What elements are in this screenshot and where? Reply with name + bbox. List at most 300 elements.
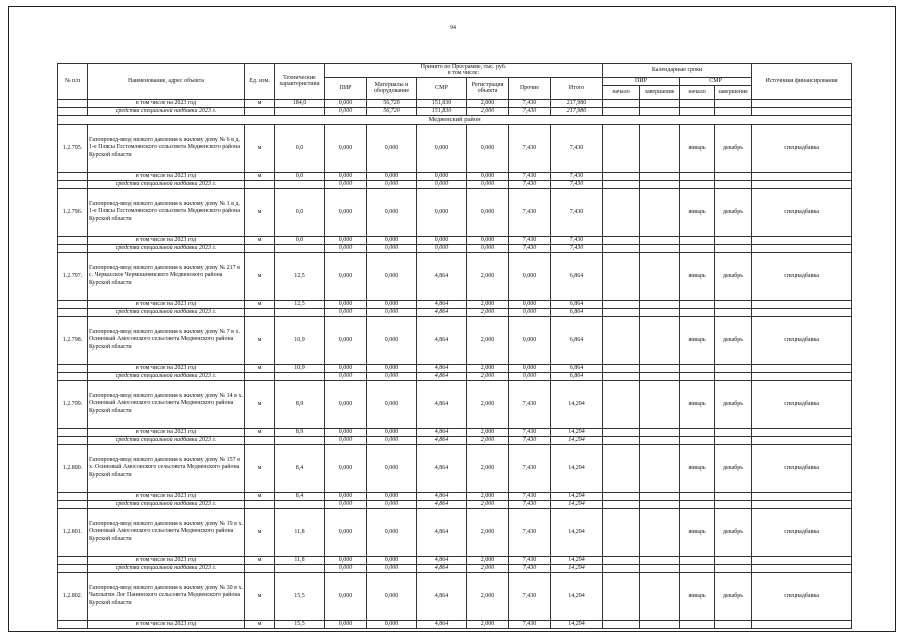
district-heading: Медвенский район (58, 115, 852, 124)
subtotal-label: в том числе на 2023 год (88, 300, 245, 308)
row-num-cell (58, 99, 88, 107)
row-num-cell (58, 107, 88, 115)
value-cell: 14,294 (551, 428, 603, 436)
value-cell: 6,864 (551, 364, 603, 372)
smr-start-cell: январь (680, 124, 715, 172)
empty-cell (603, 364, 640, 372)
value-cell: 0,000 (325, 492, 367, 500)
row-num-cell (58, 620, 88, 628)
tech-cell: 15,5 (275, 620, 325, 628)
smr-start-cell: январь (680, 508, 715, 556)
header-funding-sub: в том числе: (447, 70, 480, 77)
subtotal-row (58, 364, 852, 372)
object-tech: 8,4 (275, 444, 325, 492)
value-cell: 0,000 (325, 428, 367, 436)
value-cell: 7,430 (551, 172, 603, 180)
smr-end-cell: декабрь (715, 252, 752, 300)
value-cell: 4,864 (417, 436, 467, 444)
value-cell: 14,294 (551, 436, 603, 444)
value-cell: 7,430 (509, 380, 551, 428)
empty-cell (680, 236, 715, 244)
pir-start-cell (603, 124, 640, 172)
value-cell: 0,000 (367, 556, 417, 564)
row-num-cell (58, 564, 88, 572)
value-cell: 2,000 (467, 300, 509, 308)
value-cell: 0,000 (467, 244, 509, 252)
source-row (58, 308, 852, 316)
value-cell: 0,000 (325, 316, 367, 364)
object-tech: 10,9 (275, 316, 325, 364)
object-number: 1.2.800. (58, 444, 88, 492)
empty-cell (715, 436, 752, 444)
row-num-cell (58, 500, 88, 508)
value-cell: 14,294 (551, 492, 603, 500)
value-cell: 0,000 (325, 572, 367, 620)
object-row (58, 572, 852, 620)
value-cell: 2,000 (467, 364, 509, 372)
subtotal-row (58, 300, 852, 308)
value-cell: 0,000 (467, 172, 509, 180)
empty-cell (640, 308, 680, 316)
unit-cell: м (245, 236, 275, 244)
empty-cell (603, 492, 640, 500)
unit-cell: м (245, 172, 275, 180)
empty-cell (680, 436, 715, 444)
value-cell: 217,980 (551, 107, 603, 115)
object-name: Газопровод-ввод низкого давления к жилому дому № 30 в х. Чаплыгин Лог Панинского сельсовета Медвенского района Курской области (88, 572, 245, 620)
empty-cell (603, 236, 640, 244)
object-tech: 11,8 (275, 508, 325, 556)
value-cell: 217,980 (551, 99, 603, 107)
empty-cell (752, 172, 852, 180)
pir-end-cell (640, 124, 680, 172)
empty-cell (640, 556, 680, 564)
empty-cell (752, 244, 852, 252)
empty-cell (680, 180, 715, 188)
object-row (58, 444, 852, 492)
empty-cell (640, 172, 680, 180)
unit-cell: м (245, 99, 275, 107)
empty-cell (603, 436, 640, 444)
empty-cell (680, 564, 715, 572)
value-cell: 14,294 (551, 444, 603, 492)
value-cell: 0,000 (325, 107, 367, 115)
value-cell: 14,294 (551, 564, 603, 572)
value-cell: 4,864 (417, 508, 467, 556)
row-num-cell (58, 236, 88, 244)
empty-cell (715, 244, 752, 252)
empty-cell (680, 556, 715, 564)
source-row (58, 372, 852, 380)
value-cell: 0,000 (367, 428, 417, 436)
empty-cell (752, 556, 852, 564)
value-cell: 2,000 (467, 316, 509, 364)
empty-cell (752, 436, 852, 444)
value-cell: 2,000 (467, 492, 509, 500)
empty-cell (640, 244, 680, 252)
object-row (58, 508, 852, 556)
unit-cell: м (245, 556, 275, 564)
value-cell: 0,000 (325, 308, 367, 316)
value-cell: 2,000 (467, 428, 509, 436)
empty-cell (603, 372, 640, 380)
empty-cell (680, 107, 715, 115)
unit-cell (245, 372, 275, 380)
header-name: Наименование, адрес объекта (88, 64, 245, 100)
value-cell: 7,430 (509, 500, 551, 508)
value-cell: 7,430 (551, 236, 603, 244)
source-row (58, 107, 852, 115)
tech-cell (275, 107, 325, 115)
value-cell: 0,000 (467, 236, 509, 244)
value-cell: 7,430 (509, 244, 551, 252)
empty-cell (715, 556, 752, 564)
subtotal-row (58, 99, 852, 107)
object-unit: м (245, 444, 275, 492)
object-name: Газопровод-ввод низкого давления к жилому дому № 217 в с. Черкасское Чермошнянского Медвенского района Курской области (88, 252, 245, 300)
value-cell: 151,830 (417, 99, 467, 107)
value-cell: 0,000 (509, 308, 551, 316)
source-cell: спецнадбавка (752, 380, 852, 428)
value-cell: 2,000 (467, 620, 509, 628)
value-cell: 4,864 (417, 500, 467, 508)
row-num-cell (58, 364, 88, 372)
value-cell: 7,430 (509, 620, 551, 628)
value-cell: 0,000 (367, 244, 417, 252)
value-cell: 2,000 (467, 500, 509, 508)
value-cell: 7,430 (509, 556, 551, 564)
value-cell: 0,000 (325, 564, 367, 572)
object-number: 1.2.801. (58, 508, 88, 556)
value-cell: 2,000 (467, 308, 509, 316)
value-cell: 0,000 (417, 236, 467, 244)
value-cell: 7,430 (509, 564, 551, 572)
value-cell: 151,830 (417, 107, 467, 115)
value-cell: 7,430 (551, 244, 603, 252)
pir-start-cell (603, 572, 640, 620)
empty-cell (680, 492, 715, 500)
value-cell: 0,000 (467, 180, 509, 188)
value-cell: 4,864 (417, 380, 467, 428)
value-cell: 0,000 (325, 188, 367, 236)
source-cell: спецнадбавка (752, 252, 852, 300)
source-row (58, 500, 852, 508)
empty-cell (640, 372, 680, 380)
value-cell: 0,000 (367, 252, 417, 300)
object-unit: м (245, 508, 275, 556)
object-number: 1.2.798. (58, 316, 88, 364)
row-num-cell (58, 300, 88, 308)
empty-cell (752, 300, 852, 308)
empty-cell (752, 99, 852, 107)
value-cell: 0,000 (367, 308, 417, 316)
object-tech: 8,9 (275, 380, 325, 428)
row-num-cell (58, 180, 88, 188)
value-cell: 2,000 (467, 564, 509, 572)
empty-cell (680, 99, 715, 107)
header-cal-smr: СМР (680, 77, 752, 85)
value-cell: 0,000 (325, 508, 367, 556)
empty-cell (715, 107, 752, 115)
value-cell: 0,000 (325, 444, 367, 492)
unit-cell (245, 107, 275, 115)
value-cell: 7,430 (509, 124, 551, 172)
row-num-cell (58, 556, 88, 564)
empty-cell (640, 428, 680, 436)
value-cell: 6,864 (551, 372, 603, 380)
unit-cell: м (245, 364, 275, 372)
header-registration: Регистрация объекта (467, 77, 509, 99)
subtotal-row (58, 236, 852, 244)
value-cell: 4,864 (417, 364, 467, 372)
source-label: средства специальной надбавки 2023 г. (88, 308, 245, 316)
pir-end-cell (640, 316, 680, 364)
header-smr: СМР (417, 77, 467, 99)
value-cell: 4,864 (417, 300, 467, 308)
object-number: 1.2.795. (58, 124, 88, 172)
pir-start-cell (603, 444, 640, 492)
empty-cell (640, 99, 680, 107)
object-number: 1.2.797. (58, 252, 88, 300)
subtotal-row (58, 620, 852, 628)
value-cell: 2,000 (467, 508, 509, 556)
smr-start-cell: январь (680, 380, 715, 428)
object-row (58, 124, 852, 172)
header-pir-start: начало (603, 85, 640, 99)
value-cell: 4,864 (417, 252, 467, 300)
empty-cell (603, 99, 640, 107)
object-unit: м (245, 124, 275, 172)
value-cell: 0,000 (325, 180, 367, 188)
value-cell: 2,000 (467, 252, 509, 300)
value-cell: 0,000 (367, 372, 417, 380)
value-cell: 0,000 (367, 508, 417, 556)
value-cell: 14,294 (551, 508, 603, 556)
row-num-cell (58, 308, 88, 316)
header-calendar: Календарные сроки (603, 64, 752, 78)
value-cell: 56,720 (367, 107, 417, 115)
value-cell: 0,000 (367, 436, 417, 444)
value-cell: 7,430 (551, 180, 603, 188)
subtotal-label: в том числе на 2023 год (88, 620, 245, 628)
empty-cell (752, 180, 852, 188)
row-num-cell (58, 436, 88, 444)
source-cell: спецнадбавка (752, 124, 852, 172)
value-cell: 7,430 (509, 107, 551, 115)
object-name: Газопровод-ввод низкого давления к жилому дому № 6 в д. 1-е Плясы Гостомлянского сельсовета Медвенского района Курской области (88, 124, 245, 172)
subtotal-label: в том числе на 2023 год (88, 492, 245, 500)
pir-start-cell (603, 508, 640, 556)
object-unit: м (245, 252, 275, 300)
tech-cell (275, 308, 325, 316)
empty-cell (715, 372, 752, 380)
object-name: Газопровод-ввод низкого давления к жилому дому № 19 в х. Осиновый Амосовского сельсовета Медвенского района Курской области (88, 508, 245, 556)
value-cell: 0,000 (367, 444, 417, 492)
value-cell: 14,294 (551, 500, 603, 508)
value-cell: 0,000 (367, 500, 417, 508)
value-cell: 0,000 (325, 364, 367, 372)
subtotal-row (58, 172, 852, 180)
object-unit: м (245, 380, 275, 428)
value-cell: 0,000 (467, 124, 509, 172)
source-row (58, 244, 852, 252)
unit-cell: м (245, 492, 275, 500)
source-label: средства специальной надбавки 2023 г. (88, 564, 245, 572)
empty-cell (680, 300, 715, 308)
source-label: средства специальной надбавки 2023 г. (88, 107, 245, 115)
value-cell: 0,000 (325, 124, 367, 172)
value-cell: 4,864 (417, 428, 467, 436)
empty-cell (603, 300, 640, 308)
value-cell: 0,000 (367, 316, 417, 364)
object-unit: м (245, 316, 275, 364)
value-cell: 0,000 (509, 316, 551, 364)
value-cell: 7,430 (509, 172, 551, 180)
smr-end-cell: декабрь (715, 316, 752, 364)
header-materials: Материалы и оборудование (367, 77, 417, 99)
value-cell: 0,000 (325, 300, 367, 308)
value-cell: 4,864 (417, 572, 467, 620)
value-cell: 0,000 (367, 564, 417, 572)
value-cell: 0,000 (367, 172, 417, 180)
empty-cell (603, 564, 640, 572)
page-number: 94 (450, 25, 456, 31)
source-cell: спецнадбавка (752, 444, 852, 492)
unit-cell: м (245, 300, 275, 308)
empty-cell (680, 244, 715, 252)
value-cell: 14,294 (551, 380, 603, 428)
empty-cell (715, 99, 752, 107)
unit-cell (245, 180, 275, 188)
empty-cell (603, 244, 640, 252)
unit-cell: м (245, 428, 275, 436)
pir-start-cell (603, 316, 640, 364)
source-label: средства специальной надбавки 2023 г. (88, 244, 245, 252)
header-cal-pir: ПИР (603, 77, 680, 85)
empty-cell (603, 428, 640, 436)
object-tech: 0,0 (275, 124, 325, 172)
smr-start-cell: январь (680, 572, 715, 620)
empty-cell (752, 107, 852, 115)
header-source: Источники финансирования (752, 64, 852, 100)
value-cell: 0,000 (325, 620, 367, 628)
empty-cell (640, 436, 680, 444)
smr-end-cell: декабрь (715, 124, 752, 172)
empty-cell (603, 556, 640, 564)
smr-start-cell: январь (680, 444, 715, 492)
value-cell: 6,864 (551, 300, 603, 308)
unit-cell (245, 500, 275, 508)
subtotal-row (58, 492, 852, 500)
empty-cell (715, 180, 752, 188)
header-funding (325, 64, 603, 78)
value-cell: 4,864 (417, 620, 467, 628)
value-cell: 2,000 (467, 436, 509, 444)
object-name: Газопровод-ввод низкого давления к жилому дому № 7 в х. Осиновый Амосовского сельсовета Медвенского района Курской области (88, 316, 245, 364)
value-cell: 0,000 (325, 172, 367, 180)
object-tech: 12,5 (275, 252, 325, 300)
value-cell: 2,000 (467, 380, 509, 428)
value-cell: 14,294 (551, 556, 603, 564)
value-cell: 7,430 (509, 492, 551, 500)
pir-end-cell (640, 252, 680, 300)
empty-cell (715, 492, 752, 500)
empty-cell (715, 620, 752, 628)
value-cell: 0,000 (325, 252, 367, 300)
pir-end-cell (640, 380, 680, 428)
value-cell: 7,430 (509, 508, 551, 556)
subtotal-label: в том числе на 2023 год (88, 556, 245, 564)
value-cell: 0,000 (325, 380, 367, 428)
smr-end-cell: декабрь (715, 188, 752, 236)
tech-cell (275, 180, 325, 188)
empty-cell (603, 620, 640, 628)
subtotal-label: в том числе на 2023 год (88, 428, 245, 436)
empty-cell (752, 620, 852, 628)
value-cell: 0,000 (367, 188, 417, 236)
value-cell: 0,000 (367, 572, 417, 620)
object-row (58, 252, 852, 300)
tech-cell: 11,8 (275, 556, 325, 564)
value-cell: 4,864 (417, 556, 467, 564)
value-cell: 0,000 (367, 236, 417, 244)
smr-end-cell: декабрь (715, 572, 752, 620)
empty-cell (752, 236, 852, 244)
unit-cell (245, 308, 275, 316)
pir-start-cell (603, 252, 640, 300)
pir-end-cell (640, 572, 680, 620)
object-row (58, 316, 852, 364)
empty-cell (680, 620, 715, 628)
district-row (58, 115, 852, 124)
empty-cell (680, 372, 715, 380)
empty-cell (752, 428, 852, 436)
tech-cell (275, 372, 325, 380)
value-cell: 4,864 (417, 492, 467, 500)
empty-cell (640, 564, 680, 572)
value-cell: 7,430 (551, 124, 603, 172)
row-num-cell (58, 172, 88, 180)
value-cell: 7,430 (509, 180, 551, 188)
value-cell: 0,000 (325, 436, 367, 444)
object-row (58, 380, 852, 428)
tech-cell: 0,0 (275, 172, 325, 180)
empty-cell (752, 564, 852, 572)
unit-cell (245, 564, 275, 572)
value-cell: 7,430 (509, 572, 551, 620)
value-cell: 0,000 (325, 244, 367, 252)
pir-end-cell (640, 188, 680, 236)
value-cell: 7,430 (551, 188, 603, 236)
value-cell: 0,000 (367, 620, 417, 628)
object-name: Газопровод-ввод низкого давления к жилому дому № 14 в х. Осиновый Амосовского сельсовета Медвенского района Курской области (88, 380, 245, 428)
empty-cell (603, 500, 640, 508)
empty-cell (603, 107, 640, 115)
value-cell: 2,000 (467, 107, 509, 115)
source-cell: спецнадбавка (752, 508, 852, 556)
object-unit: м (245, 188, 275, 236)
value-cell: 14,294 (551, 620, 603, 628)
empty-cell (715, 364, 752, 372)
value-cell: 56,720 (367, 99, 417, 107)
subtotal-label: в том числе на 2023 год (88, 236, 245, 244)
object-number: 1.2.802. (58, 572, 88, 620)
value-cell: 0,000 (367, 364, 417, 372)
header-total: Итого (551, 77, 603, 99)
tech-cell (275, 500, 325, 508)
header-funding-title: Принято по Программе, тыс. руб. (420, 64, 507, 70)
tech-cell: 8,9 (275, 428, 325, 436)
